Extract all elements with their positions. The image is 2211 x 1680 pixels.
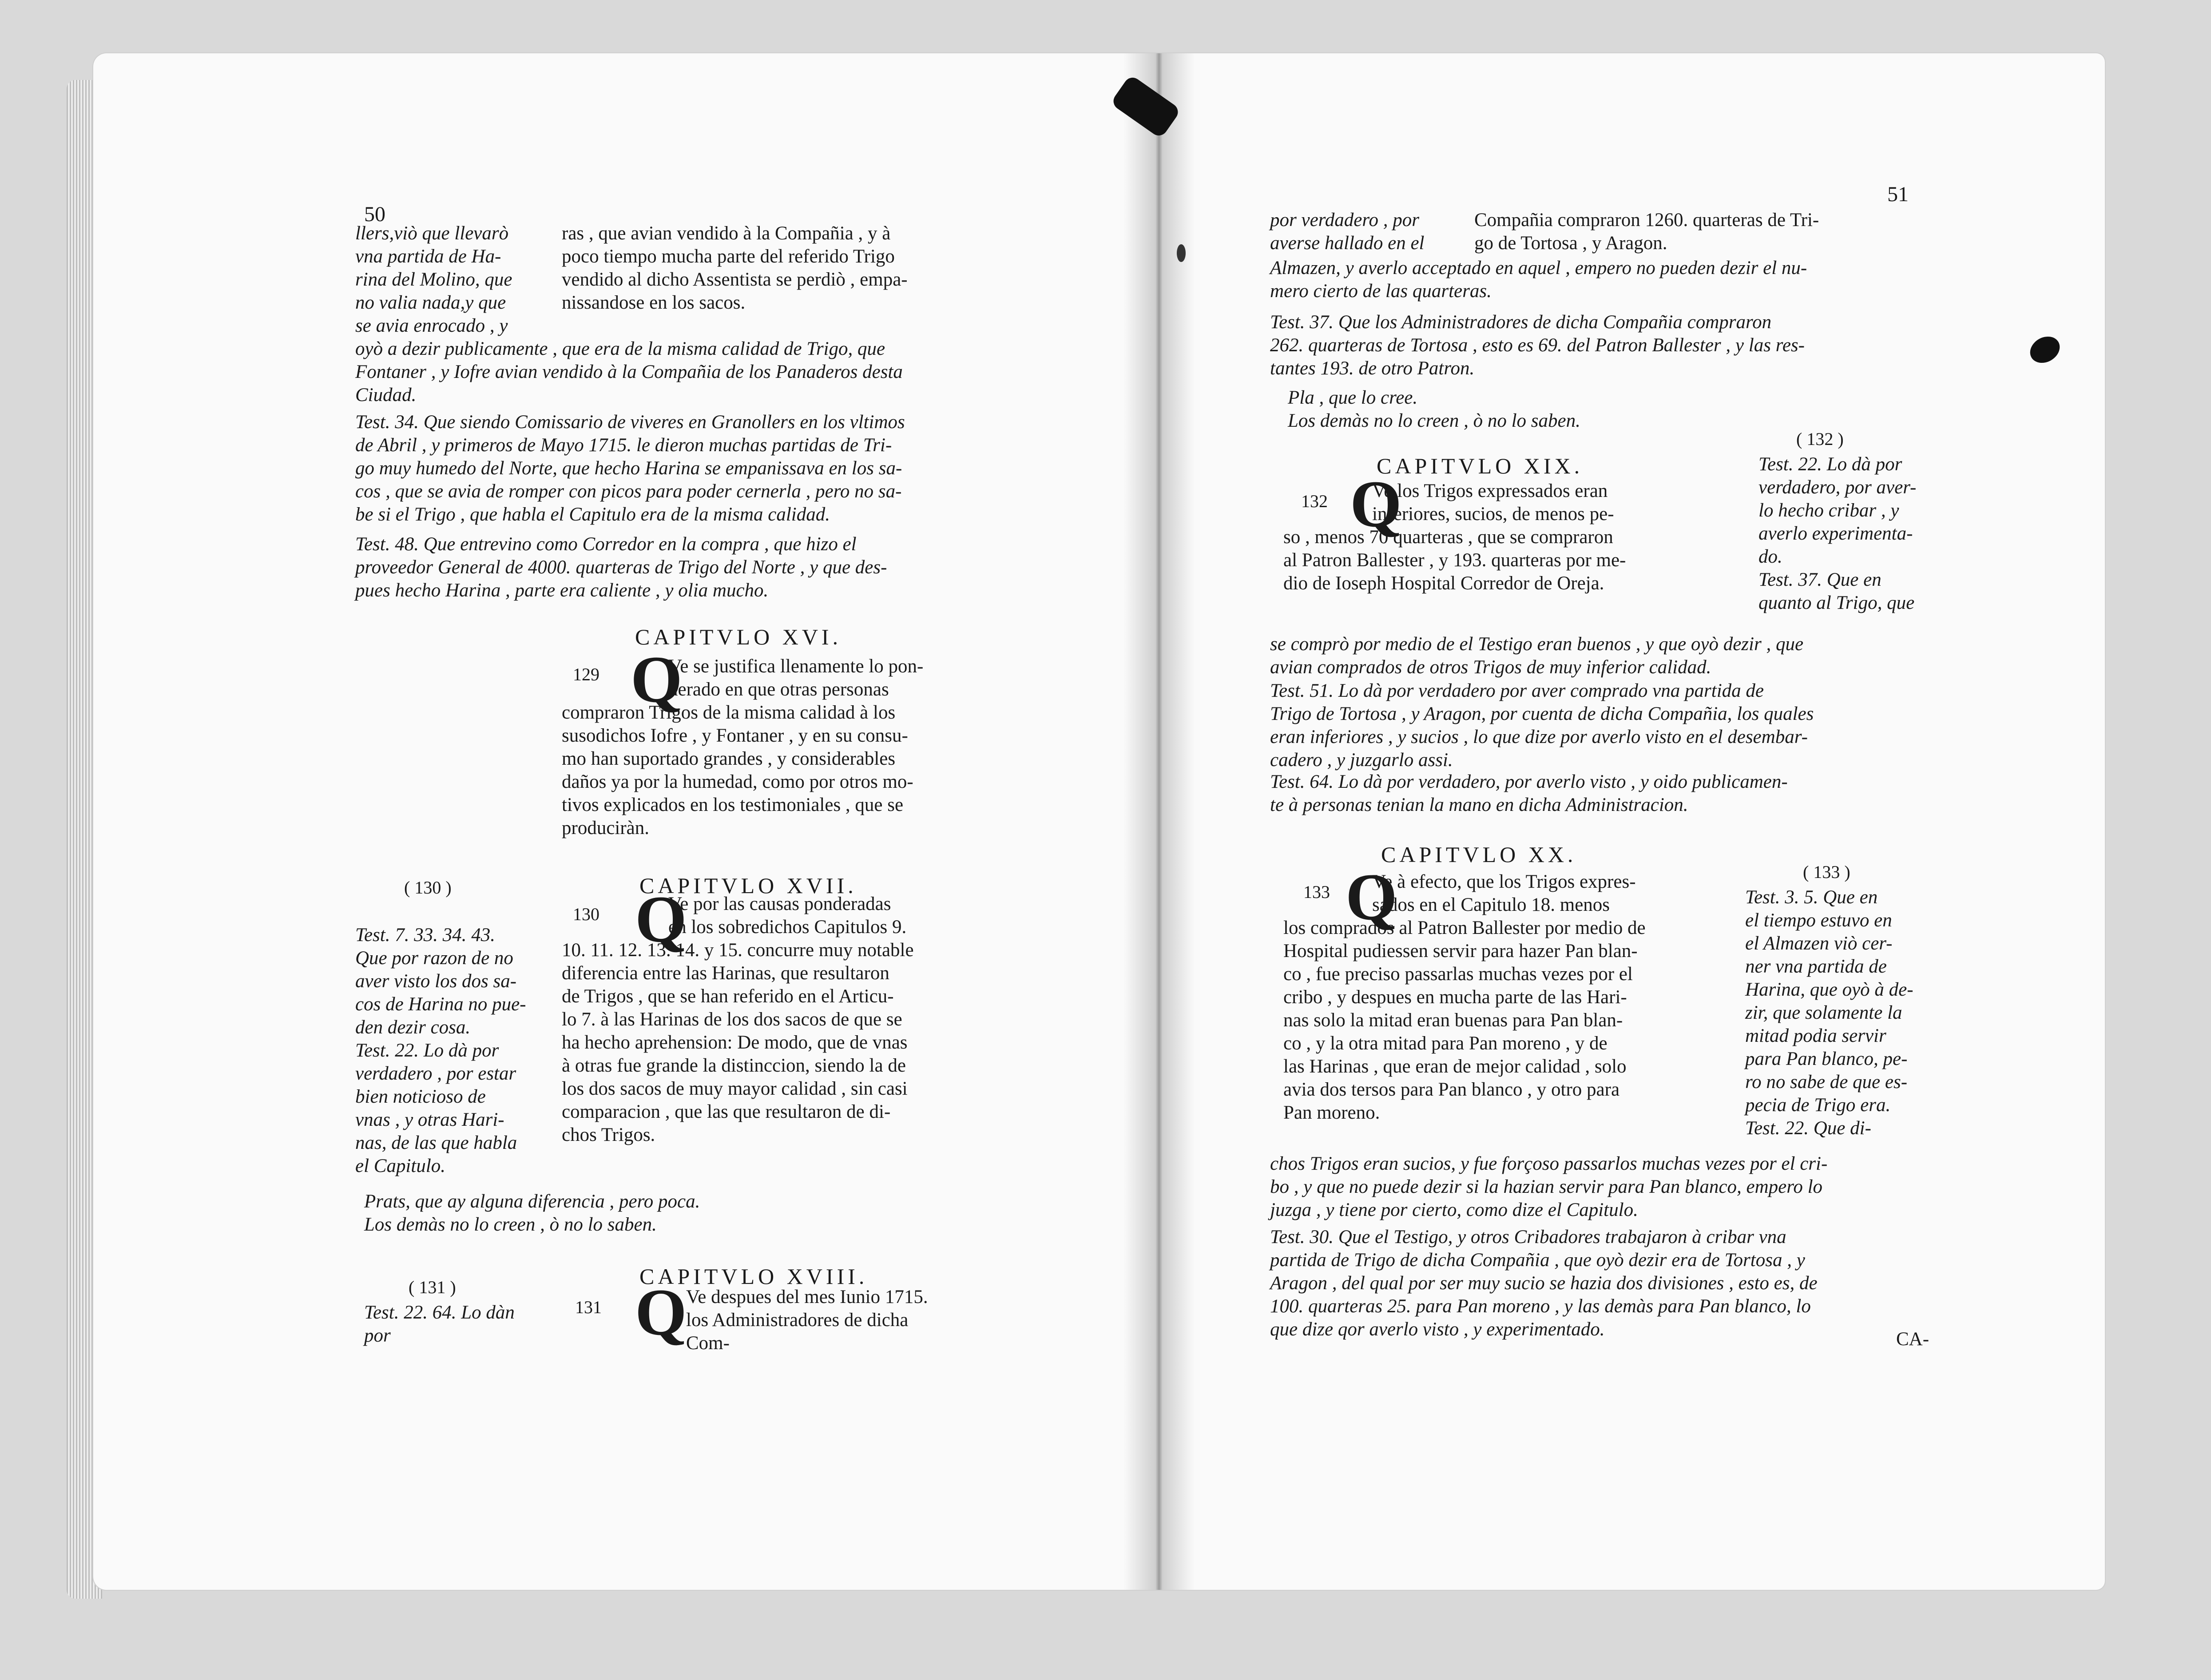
text-line: Com- — [686, 1333, 730, 1354]
chapter-17-margin — [355, 924, 542, 1178]
text-line: los Administradores de dicha — [686, 1310, 909, 1330]
text-line: las Harinas , que eran de mejor calidad , solo — [1283, 1056, 1627, 1077]
text-line: Test. 3. 5. Que en — [1745, 887, 1878, 908]
text-line: Prats, que ay alguna diferencia , pero poca. — [364, 1191, 700, 1212]
chapter-16-drop-cap: Q — [631, 643, 683, 716]
chapter-20-body — [1283, 870, 1732, 1124]
text-line: so , menos 70 quarteras , que se compraron — [1283, 527, 1613, 548]
margin-number-131: ( 131 ) — [409, 1277, 456, 1297]
text-line: llers,viò que llevarò — [355, 223, 509, 244]
text-line: cos , que se avia de romper con picos para poder cernerla , pero no sa- — [355, 481, 902, 502]
text-line: Ve se justifica llenamente lo pon- — [668, 656, 924, 677]
text-line: de Abril , y primeros de Mayo 1715. le dieron muchas partidas de Tri- — [355, 435, 892, 456]
text-line: 262. quarteras de Tortosa , esto es 69. del Patron Ballester , y las res- — [1270, 335, 1805, 356]
text-line: mo han suportado grandes , y considerables — [562, 748, 896, 769]
text-line: pecia de Trigo era. — [1745, 1095, 1891, 1116]
text-line: ner vna partida de — [1745, 956, 1887, 977]
chapter-16-number: 129 — [573, 664, 599, 684]
margin-note-1 — [355, 222, 542, 338]
text-line: tivos explicados en los testimoniales , que se — [562, 794, 904, 815]
text-line: los comprados al Patron Ballester por medio de — [1283, 917, 1646, 938]
text-line: mitad podia servir — [1745, 1025, 1886, 1046]
chapter-19-number: 132 — [1301, 491, 1328, 511]
text-line: averlo experimenta- — [1758, 523, 1913, 544]
text-line: verdadero, por aver- — [1758, 477, 1917, 498]
text-line: Ve los Trigos expressados eran — [1372, 481, 1608, 501]
text-line: à otras fue grande la distinccion, siendo la de — [562, 1055, 906, 1076]
text-line: Ciudad. — [355, 385, 417, 405]
page-number-right: 51 — [1887, 183, 1909, 206]
text-line: Hospital pudiessen servir para hazer Pan blan- — [1283, 941, 1638, 961]
text-line: para Pan blanco, pe- — [1745, 1049, 1908, 1069]
chapter-17-number: 130 — [573, 904, 599, 924]
text-line: Test. 22. 64. Lo dàn — [364, 1302, 515, 1323]
text-line: Pan moreno. — [1283, 1102, 1380, 1123]
text-line: Que por razon de no — [355, 948, 513, 969]
text-line: chos Trigos eran sucios, y fue forçoso passarlos muchas vezes por el cri- — [1270, 1153, 1828, 1174]
text-line: do. — [1758, 546, 1782, 567]
text-line: vna partida de Ha- — [355, 246, 501, 267]
text-line: bo , y que no puede dezir si la hazian servir para Pan blanco, empero lo — [1270, 1176, 1823, 1197]
text-line: Pla , que lo cree. — [1288, 387, 1418, 408]
text-line: ras , que avian vendido à la Compañia , y à — [562, 223, 891, 244]
chapter-18-title: CAPITVLO XVIII. — [639, 1264, 868, 1289]
text-line: se avia enrocado , y — [355, 315, 508, 336]
testimony-51 — [1270, 679, 1927, 772]
margin-number-132: ( 132 ) — [1796, 429, 1844, 449]
text-line: eran inferiores , y sucios , lo que dize por averlo visto en el desembar- — [1270, 727, 1808, 747]
chapter-18-number: 131 — [575, 1297, 602, 1317]
testimony-30 — [1270, 1226, 1927, 1341]
book-gutter — [1123, 53, 1195, 1590]
text-line: Ve por las causas ponderadas — [668, 894, 891, 914]
text-line: 10. 11. 12. 13. 14. y 15. concurre muy notable — [562, 940, 914, 961]
text-line: Test. 22. Lo dà por — [355, 1040, 499, 1061]
chapter-18-drop-cap: Q — [635, 1275, 687, 1349]
text-line: Test. 22. Lo dà por — [1758, 454, 1902, 475]
text-line: avian comprados de otros Trigos de muy inferior calidad. — [1270, 657, 1711, 678]
text-line: averse hallado en el — [1270, 233, 1425, 254]
chapter-20-number: 133 — [1303, 882, 1330, 902]
text-line: vnas , y otras Hari- — [355, 1109, 504, 1130]
text-line: en los sobredichos Capitulos 9. — [668, 917, 907, 937]
text-line: Test. 7. 33. 34. 43. — [355, 925, 495, 945]
text-line: inferiores, sucios, de menos pe- — [1372, 504, 1614, 524]
ink-mark — [1177, 244, 1186, 262]
text-line: Aragon , del qual por ser muy sucio se hazia dos divisiones , esto es, de — [1270, 1273, 1818, 1294]
text-line: cadero , y juzgarlo assi. — [1270, 750, 1453, 770]
chapter-20-after — [1270, 1152, 1927, 1222]
chapter-19-body — [1283, 480, 1732, 595]
text-line: go muy humedo del Norte, que hecho Harina se empanissava en los sa- — [355, 458, 902, 479]
chapter-19-margin — [1758, 453, 1936, 615]
text-line: co , y la otra mitad para Pan moreno , y de — [1283, 1033, 1608, 1054]
testimony-34 — [355, 411, 1008, 526]
text-line: chos Trigos. — [562, 1124, 655, 1145]
text-line: nissandose en los sacos. — [562, 292, 746, 313]
chapter-17-after — [364, 1190, 986, 1236]
text-line: rina del Molino, que — [355, 269, 512, 290]
text-line: go de Tortosa , y Aragon. — [1474, 233, 1667, 254]
chapter-16-body — [562, 655, 1006, 840]
testimony-37 — [1270, 311, 1927, 380]
margin-number-130: ( 130 ) — [404, 878, 452, 898]
text-line: Los demàs no lo creen , ò no lo saben. — [364, 1214, 657, 1235]
text-line: Los demàs no lo creen , ò no lo saben. — [1288, 410, 1580, 431]
chapter-18-margin — [364, 1301, 542, 1347]
text-line: nas, de las que habla — [355, 1132, 517, 1153]
text-block-top — [562, 222, 1006, 314]
text-line: el Capitulo. — [355, 1156, 446, 1176]
margin-number-133: ( 133 ) — [1803, 862, 1850, 882]
text-line: se comprò por medio de el Testigo eran buenos , y que oyò dezir , que — [1270, 634, 1804, 655]
pla-lines — [1288, 386, 1909, 433]
chapter-20-margin — [1745, 886, 1932, 1140]
top-margin-right — [1270, 209, 1457, 255]
text-line: vendido al dicho Assentista se perdiò , empa- — [562, 269, 908, 290]
text-line: cribo , y despues en mucha parte de las Hari- — [1283, 987, 1627, 1008]
text-line: Fontaner , y Iofre avian vendido à la Compañia de los Panaderos desta — [355, 361, 903, 382]
text-line: Harina, que oyò à de- — [1745, 979, 1913, 1000]
chapter-20-drop-cap: Q — [1346, 860, 1397, 934]
text-line: mero cierto de las quarteras. — [1270, 281, 1492, 302]
text-line: dio de Ioseph Hospital Corredor de Oreja. — [1283, 573, 1604, 594]
text-line: proveedor General de 4000. quarteras de Trigo del Norte , y que des- — [355, 557, 887, 578]
text-line: de Trigos , que se han referido en el Articu- — [562, 986, 894, 1007]
chapter-19-after — [1270, 633, 1927, 679]
text-line: susodichos Iofre , y Fontaner , y en su consu- — [562, 725, 908, 746]
text-line: tantes 193. de otro Patron. — [1270, 358, 1475, 379]
text-line: bien noticioso de — [355, 1086, 486, 1107]
chapter-19-title: CAPITVLO XIX. — [1377, 453, 1584, 478]
chapter-19-drop-cap: Q — [1350, 467, 1402, 541]
text-line: co , fue preciso passarlas muchas vezes por el — [1283, 964, 1633, 985]
chapter-17-drop-cap: Q — [635, 882, 687, 956]
text-line: Test. 34. Que siendo Comissario de viveres en Granollers en los vltimos — [355, 412, 905, 433]
top-lines-right — [1474, 209, 1927, 255]
text-line: avia dos tersos para Pan blanco , y otro para — [1283, 1079, 1620, 1100]
text-line: nas solo la mitad eran buenas para Pan blan- — [1283, 1010, 1623, 1031]
chapter-16-title: CAPITVLO XVI. — [635, 624, 842, 649]
text-line: no valia nada,y que — [355, 292, 506, 313]
top-full-right — [1270, 257, 1927, 303]
text-line: oyò a dezir publicamente , que era de la misma calidad de Trigo, que — [355, 338, 885, 359]
text-line: Test. 37. Que los Administradores de dicha Compañia compraron — [1270, 312, 1772, 333]
text-line: por verdadero , por — [1270, 210, 1420, 230]
chapter-20-title: CAPITVLO XX. — [1381, 842, 1577, 867]
testimony-64 — [1270, 770, 1927, 817]
text-line: 100. quarteras 25. para Pan moreno , y las demàs para Pan blanco, lo — [1270, 1296, 1811, 1317]
text-line: los dos sacos de muy mayor calidad , sin casi — [562, 1078, 908, 1099]
text-line: poco tiempo mucha parte del referido Trigo — [562, 246, 895, 267]
text-line: ro no sabe de que es- — [1745, 1072, 1908, 1092]
text-line: comparacion , que las que resultaron de di- — [562, 1101, 891, 1122]
text-line: que dize qor averlo visto , y experimentado. — [1270, 1319, 1605, 1340]
text-line: Trigo de Tortosa , y Aragon, por cuenta de dicha Compañia, los quales — [1270, 703, 1814, 724]
text-line: por — [364, 1325, 391, 1346]
text-line: quanto al Trigo, que — [1758, 592, 1915, 613]
page-number-left: 50 — [364, 203, 385, 226]
text-line: verdadero , por estar — [355, 1063, 516, 1084]
text-line: pues hecho Harina , parte era caliente , y olia mucho. — [355, 580, 769, 601]
text-line: zir, que solamente la — [1745, 1002, 1902, 1023]
text-line: ha hecho aprehension: De modo, que de vnas — [562, 1032, 908, 1053]
text-line: be si el Trigo , que habla el Capitulo era de la misma calidad. — [355, 504, 830, 525]
text-line: aver visto los dos sa- — [355, 971, 517, 992]
text-line: Test. 48. Que entrevino como Corredor en la compra , que hizo el — [355, 534, 857, 555]
text-line: juzga , y tiene por cierto, como dize el Capitulo. — [1270, 1199, 1638, 1220]
text-line: Test. 22. Que di- — [1745, 1118, 1871, 1139]
text-line: sados en el Capitulo 18. menos — [1372, 894, 1610, 915]
chapter-17-body — [562, 893, 1006, 1147]
text-line: Almazen, y averlo acceptado en aquel , empero no pueden dezir el nu- — [1270, 258, 1807, 278]
text-block-oyo — [355, 338, 1008, 407]
text-line: lo hecho cribar , y — [1758, 500, 1899, 521]
text-line: derado en que otras personas — [668, 679, 889, 700]
text-line: Test. 64. Lo dà por verdadero, por averlo visto , y oido publicamen- — [1270, 771, 1788, 792]
text-line: cos de Harina no pue- — [355, 994, 526, 1015]
testimony-48 — [355, 533, 1008, 602]
text-line: Compañia compraron 1260. quarteras de Tri- — [1474, 210, 1819, 230]
text-line: den dezir cosa. — [355, 1017, 471, 1038]
text-line: daños ya por la humedad, como por otros mo- — [562, 771, 913, 792]
text-line: produciràn. — [562, 818, 650, 838]
chapter-17-title: CAPITVLO XVII. — [639, 873, 857, 898]
text-line: Test. 51. Lo dà por verdadero por aver comprado vna partida de — [1270, 680, 1764, 701]
text-line: Ve despues del mes Iunio 1715. — [686, 1287, 928, 1307]
text-line: el Almazen viò cer- — [1745, 933, 1893, 954]
text-line: Ve à efecto, que los Trigos expres- — [1372, 871, 1636, 892]
text-line: compraron Trigos de la misma calidad à los — [562, 702, 896, 723]
text-line: diferencia entre las Harinas, que resultaron — [562, 963, 889, 984]
text-line: al Patron Ballester , y 193. quarteras por me- — [1283, 550, 1626, 571]
catchword: CA- — [1896, 1329, 1929, 1350]
text-line: te à personas tenian la mano en dicha Administracion. — [1270, 794, 1688, 815]
text-line: lo 7. à las Harinas de los dos sacos de que se — [562, 1009, 902, 1030]
text-line: Test. 30. Que el Testigo, y otros Cribadores trabajaron à cribar vna — [1270, 1227, 1786, 1247]
text-line: el tiempo estuvo en — [1745, 910, 1892, 931]
text-line: partida de Trigo de dicha Compañia , que oyò dezir era de Tortosa , y — [1270, 1250, 1805, 1271]
text-line: Test. 37. Que en — [1758, 569, 1882, 590]
chapter-18-body — [686, 1286, 997, 1355]
